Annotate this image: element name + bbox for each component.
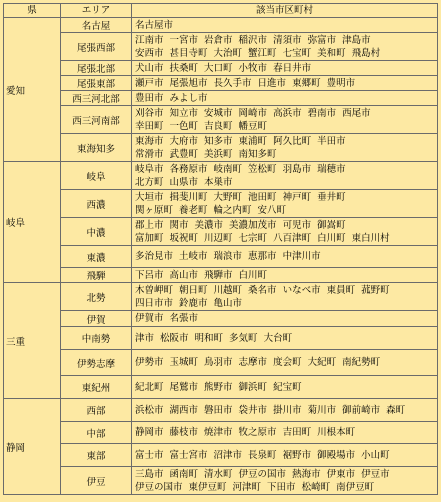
city-line	[135, 34, 437, 47]
city-line	[135, 92, 437, 105]
city-list	[132, 246, 438, 268]
table-row	[4, 467, 438, 495]
city-name: 津市	[135, 332, 155, 344]
city-name: 安城市	[204, 107, 233, 119]
city-line	[135, 404, 437, 417]
city-name: 笠松町	[248, 163, 277, 175]
city-name: 東員町	[326, 284, 356, 296]
city-name: 幡豆町	[238, 120, 268, 132]
header-pref: 県	[4, 4, 61, 18]
city-name: 裾野市	[282, 449, 312, 461]
city-name: 鳥羽市	[204, 357, 233, 368]
city-name: 岩倉市	[204, 34, 233, 46]
city-name: 紀北町	[135, 381, 164, 393]
city-line	[135, 219, 437, 232]
city-line	[135, 176, 437, 189]
city-name: 美和町	[317, 47, 346, 59]
city-list	[132, 76, 438, 91]
table-row	[4, 106, 438, 134]
city-name: 七宗町	[238, 232, 268, 244]
city-name: 美濃市	[194, 219, 224, 231]
city-line	[135, 312, 437, 325]
city-name: 伊豆市	[361, 468, 390, 480]
city-name: 高浜市	[273, 107, 302, 119]
table-row	[4, 91, 438, 106]
city-name: 下田市	[267, 481, 296, 493]
area-name: 岐阜	[61, 162, 132, 190]
city-name: 美濃加茂市	[229, 219, 277, 231]
city-name: 飛島村	[351, 47, 381, 59]
city-name: 本巣市	[204, 176, 233, 188]
city-name: 南伊豆町	[336, 481, 375, 493]
city-name: 御前崎市	[342, 404, 381, 416]
city-name: 長泉町	[248, 449, 277, 461]
city-name: 静岡市	[135, 427, 164, 438]
city-name: 岐阜市	[135, 163, 164, 175]
header-cities: 該当市区町村	[132, 4, 438, 18]
city-name: 瑞穂市	[317, 163, 346, 175]
city-list	[132, 376, 438, 399]
city-line	[135, 297, 437, 310]
table-row	[4, 350, 438, 376]
city-name: 大口町	[204, 62, 233, 74]
city-name: 尾鷲市	[169, 381, 199, 393]
city-line	[135, 426, 437, 439]
city-name: 磐田市	[204, 404, 233, 416]
city-name: 刈谷市	[135, 107, 164, 119]
city-line	[135, 332, 437, 345]
city-list	[132, 444, 438, 467]
city-name: 川越町	[213, 284, 243, 296]
city-name: 浜松市	[135, 404, 164, 416]
table-row	[4, 18, 438, 33]
table-row	[4, 283, 438, 311]
table-row	[4, 444, 438, 467]
city-line	[135, 135, 437, 148]
area-name: 中濃	[61, 218, 132, 246]
city-name: 菰野町	[361, 284, 390, 296]
city-name: 一宮市	[169, 34, 199, 46]
city-list	[132, 327, 438, 350]
area-name: 西三河南部	[61, 106, 132, 134]
area-name: 伊賀	[61, 311, 132, 327]
city-list	[132, 283, 438, 311]
city-name: 熊野市	[204, 381, 233, 393]
area-name: 中部	[61, 422, 132, 444]
city-name: 東浦町	[238, 135, 268, 147]
area-name: 伊勢志摩	[61, 350, 132, 376]
city-name: 名古屋市	[135, 19, 174, 31]
city-name: 南紀勢町	[342, 357, 381, 368]
city-name: 飛騨市	[204, 269, 233, 281]
city-name: 高山市	[169, 269, 199, 281]
city-name: 掛川市	[273, 404, 302, 416]
city-list	[132, 350, 438, 376]
city-name: 大台町	[263, 332, 293, 344]
city-name: 明和町	[194, 332, 224, 344]
city-name: 美浜町	[204, 148, 233, 160]
city-name: 碧南市	[307, 107, 337, 119]
table-row	[4, 162, 438, 190]
city-name: 稲沢市	[238, 34, 268, 46]
city-name: 犬山市	[135, 62, 164, 74]
table-row	[4, 327, 438, 350]
city-name: 知立市	[169, 107, 199, 119]
city-name: 亀山市	[213, 297, 243, 309]
city-line	[135, 191, 437, 204]
city-name: 富士宮市	[169, 449, 208, 461]
city-name: 熱海市	[292, 468, 321, 480]
city-name: 清水町	[204, 468, 233, 480]
table-row	[4, 61, 438, 76]
city-name: いなべ市	[282, 284, 321, 296]
area-name: 東部	[61, 444, 132, 467]
city-name: 牧之原市	[238, 427, 277, 438]
city-name: 恵那市	[248, 251, 277, 262]
city-name: 四日市市	[135, 297, 174, 309]
area-name: 東海知多	[61, 134, 132, 162]
city-name: 一色町	[169, 120, 199, 132]
city-name: 桑名市	[248, 284, 277, 296]
city-name: 武豊町	[169, 148, 199, 160]
city-name: 菊川市	[307, 404, 337, 416]
prefecture-name: 静岡	[4, 399, 61, 495]
city-name: 東海市	[135, 135, 164, 147]
city-name: 豊田市	[135, 92, 164, 104]
city-name: 南知多町	[238, 148, 277, 160]
city-line	[135, 250, 437, 263]
table-row	[4, 399, 438, 422]
table-row	[4, 218, 438, 246]
city-line	[135, 381, 437, 394]
city-name: 袋井市	[238, 404, 268, 416]
area-name: 伊豆	[61, 467, 132, 495]
city-name: 関ヶ原町	[135, 204, 174, 216]
city-name: 安八町	[257, 204, 287, 216]
city-name: 幸田町	[135, 120, 164, 132]
city-name: 扶桑町	[169, 62, 199, 74]
city-name: 藤枝市	[169, 427, 199, 438]
city-name: 半田市	[317, 135, 346, 147]
city-name: 松阪市	[160, 332, 189, 344]
city-line	[135, 284, 437, 297]
city-name: 蟹江町	[248, 47, 277, 59]
area-name: 名古屋	[61, 18, 132, 33]
area-name: 尾張東部	[61, 76, 132, 91]
table-row	[4, 311, 438, 327]
city-name: 西尾市	[342, 107, 371, 119]
city-name: 伊東市	[326, 468, 356, 480]
city-name: 鈴鹿市	[179, 297, 208, 309]
city-name: 川根本町	[317, 427, 356, 438]
table-row	[4, 190, 438, 218]
city-name: 池田町	[248, 191, 277, 203]
city-name: 長久手市	[213, 77, 252, 89]
city-list	[132, 33, 438, 61]
city-name: 山県市	[169, 176, 199, 188]
city-name: 大野町	[213, 191, 243, 203]
city-name: 可児市	[282, 219, 312, 231]
city-name: 尾張旭市	[169, 77, 208, 89]
city-name: 安西市	[135, 47, 164, 59]
city-name: 白川町	[238, 269, 268, 281]
city-list	[132, 311, 438, 327]
city-name: 清須市	[273, 34, 302, 46]
city-name: 吉田町	[282, 427, 312, 438]
city-name: 三島市	[135, 468, 164, 480]
area-name: 飛騨	[61, 268, 132, 283]
city-name: 各務原市	[169, 163, 208, 175]
city-line	[135, 62, 437, 75]
city-list	[132, 162, 438, 190]
city-line	[135, 232, 437, 245]
city-name: 知多市	[204, 135, 233, 147]
city-name: 東白川村	[351, 232, 390, 244]
city-name: 朝日町	[179, 284, 208, 296]
city-name: 吉良町	[204, 120, 233, 132]
city-name: 大府市	[169, 135, 199, 147]
area-name: 東濃	[61, 246, 132, 268]
city-name: 弥富市	[307, 34, 337, 46]
city-name: 羽島市	[282, 163, 312, 175]
table-row	[4, 134, 438, 162]
city-name: 輪之内町	[213, 204, 252, 216]
city-list	[132, 190, 438, 218]
city-name: 郡上市	[135, 219, 164, 231]
prefecture-name: 愛知	[4, 18, 61, 162]
city-list	[132, 218, 438, 246]
city-name: 八百津町	[273, 232, 312, 244]
city-name: 玉城町	[169, 357, 199, 368]
city-list	[132, 399, 438, 422]
city-name: 揖斐川町	[169, 191, 208, 203]
area-name: 尾張北部	[61, 61, 132, 76]
table-row	[4, 33, 438, 61]
city-name: 下呂市	[135, 269, 164, 281]
header-area: エリア	[61, 4, 132, 18]
city-name: 養老町	[179, 204, 208, 216]
city-list	[132, 467, 438, 495]
table-row	[4, 376, 438, 399]
city-name: 小牧市	[238, 62, 268, 74]
city-name: 岐南町	[213, 163, 243, 175]
city-name: 瑞浪市	[213, 251, 243, 262]
city-line	[135, 47, 437, 60]
table-row	[4, 76, 438, 91]
city-line	[135, 120, 437, 133]
area-table	[3, 3, 438, 495]
city-name: 湖西市	[169, 404, 199, 416]
city-name: 紀宝町	[273, 381, 302, 393]
city-name: 河津町	[232, 481, 262, 493]
city-line	[135, 481, 437, 494]
city-name: 伊豆の国市	[238, 468, 287, 480]
city-name: 焼津市	[204, 427, 233, 438]
area-name: 尾張西部	[61, 33, 132, 61]
city-name: 日進市	[257, 77, 287, 89]
city-name: 関市	[169, 219, 189, 231]
city-name: 神戸町	[282, 191, 312, 203]
city-name: 森町	[386, 404, 406, 416]
city-name: 春日井市	[273, 62, 312, 74]
city-name: 大垣市	[135, 191, 164, 203]
city-name: 松崎町	[301, 481, 331, 493]
city-line	[135, 163, 437, 176]
city-list	[132, 61, 438, 76]
city-list	[132, 106, 438, 134]
city-list	[132, 422, 438, 444]
city-name: 伊勢市	[135, 357, 164, 368]
table-row	[4, 268, 438, 283]
city-name: 瀬戸市	[135, 77, 164, 89]
city-line	[135, 148, 437, 161]
city-line	[135, 107, 437, 120]
city-line	[135, 19, 437, 32]
city-name: 川辺町	[204, 232, 233, 244]
city-line	[135, 468, 437, 481]
city-line	[135, 356, 437, 369]
table-row	[4, 422, 438, 444]
city-list	[132, 18, 438, 33]
prefecture-name: 岐阜	[4, 162, 61, 283]
area-name: 中南勢	[61, 327, 132, 350]
city-name: 常滑市	[135, 148, 164, 160]
city-name: 阿久比町	[273, 135, 312, 147]
city-name: 東郷町	[292, 77, 321, 89]
city-name: 富士市	[135, 449, 164, 461]
city-name: 富加町	[135, 232, 164, 244]
area-name: 西部	[61, 399, 132, 422]
city-name: みよし市	[169, 92, 208, 104]
city-name: 垂井町	[317, 191, 346, 203]
city-name: 東伊豆町	[188, 481, 227, 493]
city-name: 中津川市	[282, 251, 321, 262]
city-name: 伊賀市	[135, 313, 164, 324]
city-name: 小山町	[361, 449, 390, 461]
city-name: 江南市	[135, 34, 164, 46]
city-name: 御浜町	[238, 381, 268, 393]
city-name: 多気町	[229, 332, 258, 344]
table-row	[4, 246, 438, 268]
city-name: 豊明市	[326, 77, 356, 89]
area-name: 西濃	[61, 190, 132, 218]
city-name: 伊豆の国市	[135, 481, 183, 493]
city-name: 志摩市	[238, 357, 268, 368]
city-name: 大治町	[213, 47, 243, 59]
city-name: 津島市	[342, 34, 371, 46]
city-list	[132, 91, 438, 106]
city-list	[132, 268, 438, 283]
city-name: 函南町	[169, 468, 199, 480]
area-name: 西三河北部	[61, 91, 132, 106]
city-line	[135, 204, 437, 217]
city-name: 多治見市	[135, 251, 174, 262]
city-name: 甚目寺町	[169, 47, 208, 59]
city-line	[135, 269, 437, 282]
city-name: 木曽岬町	[135, 284, 174, 296]
city-line	[135, 77, 437, 90]
city-name: 大紀町	[307, 357, 337, 368]
area-name: 北勢	[61, 283, 132, 311]
city-name: 沼津市	[213, 449, 243, 461]
city-line	[135, 449, 437, 462]
city-name: 白川町	[317, 232, 346, 244]
city-name: 岡崎市	[238, 107, 268, 119]
city-list	[132, 134, 438, 162]
prefecture-name: 三重	[4, 283, 61, 399]
city-name: 度会町	[273, 357, 302, 368]
city-name: 御殿場市	[317, 449, 356, 461]
city-name: 名張市	[169, 313, 199, 324]
area-name: 東紀州	[61, 376, 132, 399]
city-name: 土岐市	[179, 251, 208, 262]
city-name: 七宝町	[282, 47, 312, 59]
city-name: 御嵩町	[317, 219, 346, 231]
table-body	[4, 18, 438, 495]
city-name: 坂祝町	[169, 232, 199, 244]
city-name: 北方町	[135, 176, 164, 188]
header-row	[4, 4, 438, 18]
